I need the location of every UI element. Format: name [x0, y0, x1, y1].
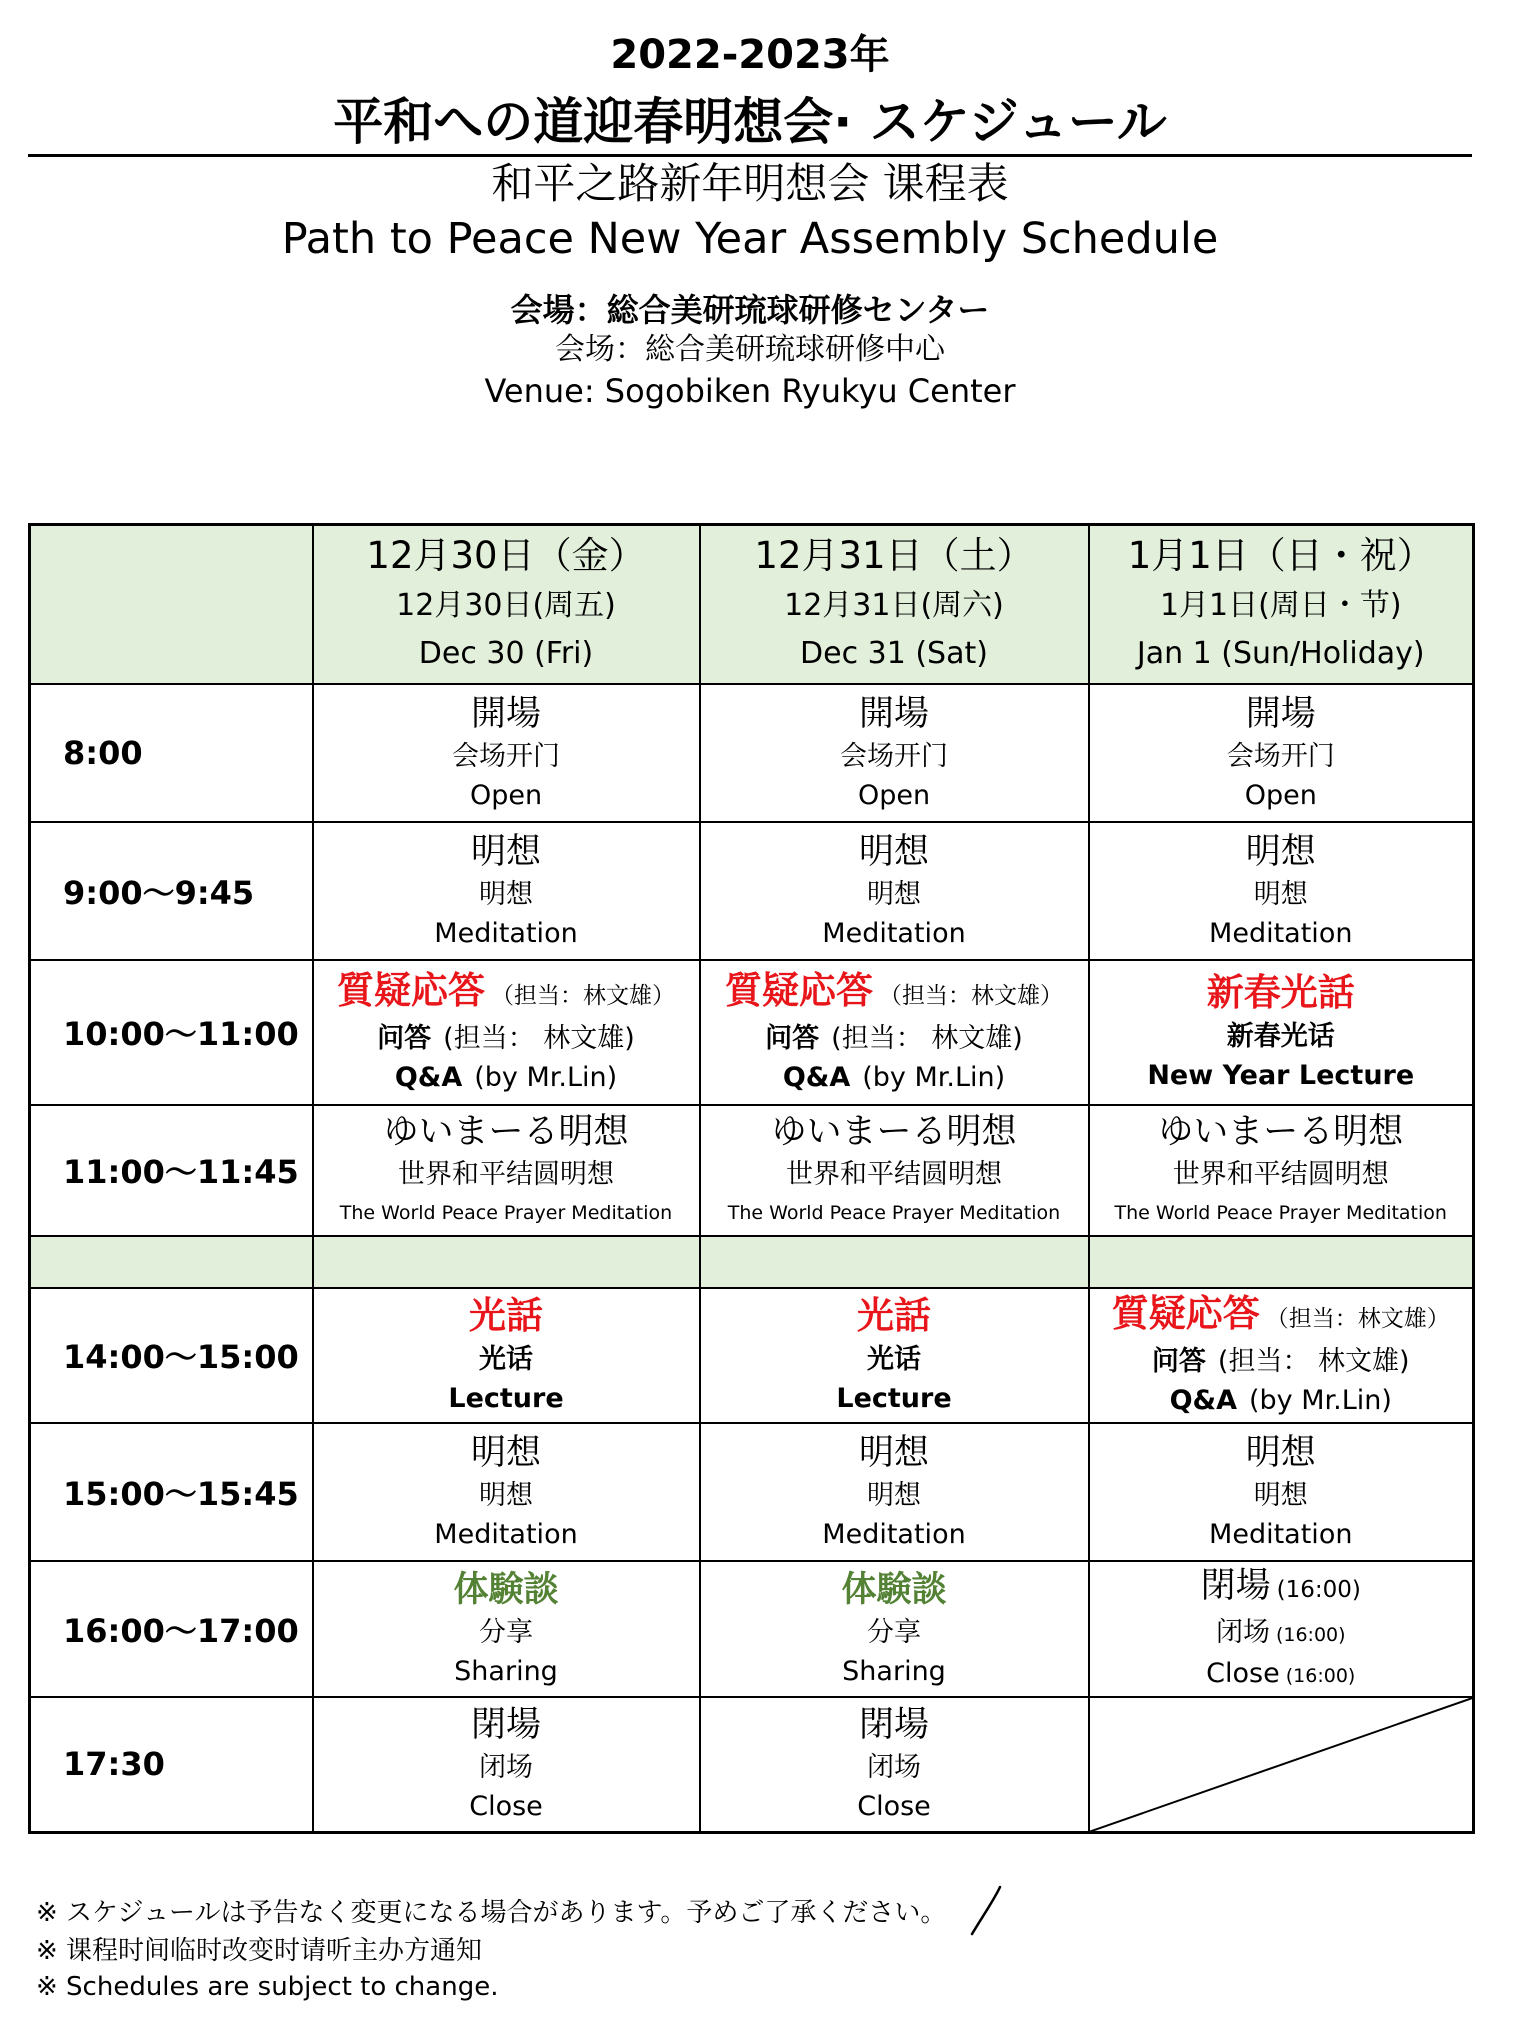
day-header-cell — [700, 525, 1089, 684]
schedule-year-title: 2022-2023年 — [610, 32, 890, 78]
session-cell — [1089, 1288, 1474, 1423]
title-divider-line — [28, 154, 1472, 157]
time-cell: 16:00～17:00 — [30, 1561, 313, 1697]
session-title-ja: 閉場 — [470, 1705, 541, 1746]
day-header-cell — [313, 525, 700, 684]
time-cell: 8:00 — [30, 684, 313, 822]
session-title-ja: 明想 — [858, 831, 929, 872]
session-cell — [313, 960, 700, 1105]
day-label-chinese: 1月1日(周日・节) — [1159, 588, 1402, 624]
time-cell: 15:00～15:45 — [30, 1423, 313, 1561]
session-title-zh: 明想 — [867, 1479, 921, 1511]
session-title-en: Meditation — [434, 1518, 578, 1550]
presenter-note: （担当：林文雄） — [879, 982, 1063, 1009]
footnote-english: ※ Schedules are subject to change. — [36, 1972, 499, 2002]
session-title-en: Lecture — [448, 1382, 564, 1414]
session-cell — [1089, 1105, 1474, 1236]
session-cell — [313, 1697, 700, 1833]
schedule-row — [30, 1105, 1474, 1236]
session-title-zh: 分享 — [479, 1616, 533, 1648]
session-keyword: Q&A — [394, 1061, 463, 1093]
day-label-japanese: 12月30日（金） — [366, 534, 646, 578]
presenter-note: （担当：林文雄） — [491, 982, 675, 1009]
session-cell — [700, 1423, 1089, 1561]
session-title-ja — [1090, 1291, 1473, 1342]
close-label: Close — [1206, 1657, 1280, 1689]
session-title-zh: 明想 — [867, 878, 921, 910]
venue-english: Venue: Sogobiken Ryukyu Center — [484, 372, 1016, 410]
time-cell: 17:30 — [30, 1697, 313, 1833]
session-title-zh: 闭场 — [479, 1752, 533, 1784]
day-label-japanese: 12月31日（土） — [754, 534, 1034, 578]
lecture-highlight: 光話 — [857, 1293, 931, 1337]
venue-chinese: 会场：総合美研琉球研修中心 — [555, 332, 945, 367]
empty-crossed-cell — [1089, 1697, 1474, 1833]
session-cell — [700, 822, 1089, 960]
session-cell — [1089, 1423, 1474, 1561]
session-title-zh — [314, 1019, 699, 1059]
session-title-zh: 会场开门 — [1226, 740, 1335, 772]
session-title-ja — [314, 1293, 699, 1340]
schedule-row — [30, 1288, 1474, 1423]
session-title-zh — [1090, 1613, 1473, 1655]
session-title-ja: ゆいまーる明想 — [383, 1112, 629, 1152]
presenter-note: (担当： 林文雄) — [1217, 1345, 1410, 1377]
qa-title-highlight: 質疑応答 — [337, 968, 485, 1012]
session-keyword: Q&A — [1169, 1384, 1237, 1416]
presenter-note: （担当：林文雄） — [1265, 1305, 1450, 1332]
session-title-zh: 会场开门 — [840, 740, 948, 772]
session-cell — [700, 1288, 1089, 1423]
day-label-chinese: 12月31日(周六) — [784, 588, 1004, 624]
session-title-en — [701, 1059, 1088, 1097]
session-title-ja: 開場 — [1245, 693, 1316, 734]
session-title-en: Meditation — [1209, 917, 1353, 949]
break-row — [30, 1236, 1474, 1288]
footnote-japanese: ※ スケジュールは予告なく変更になる場合があります。予めご了承ください。 — [36, 1898, 947, 1928]
session-title-ja — [314, 968, 699, 1019]
session-cell — [313, 1105, 700, 1236]
schedule-row — [30, 684, 1474, 822]
session-title-en: New Year Lecture — [1147, 1059, 1415, 1091]
session-title-zh: 明想 — [479, 878, 533, 910]
session-title-en: Meditation — [822, 917, 966, 949]
day-label-english: Jan 1 (Sun/Holiday) — [1136, 636, 1425, 672]
session-title-ja: 明想 — [1245, 831, 1316, 872]
session-keyword: 问答 — [377, 1022, 432, 1054]
session-title-ja: 閉場 — [858, 1705, 929, 1746]
session-title-en: The World Peace Prayer Meditation — [1114, 1202, 1447, 1224]
break-cell — [700, 1236, 1089, 1288]
session-title-zh — [1090, 1342, 1473, 1382]
session-cell — [313, 1288, 700, 1423]
break-cell — [30, 1236, 313, 1288]
session-keyword: 问答 — [1151, 1345, 1206, 1377]
close-label: 閉場 — [1200, 1565, 1271, 1606]
schedule-row — [30, 1561, 1474, 1697]
presenter-note: (by Mr.Lin) — [862, 1061, 1006, 1093]
session-title-zh: 明想 — [1253, 878, 1308, 910]
sharing-title-highlight: 体験談 — [453, 1569, 559, 1610]
session-title-en: The World Peace Prayer Meditation — [727, 1202, 1061, 1224]
schedule-row — [30, 960, 1474, 1105]
close-label: 闭场 — [1215, 1616, 1270, 1648]
sharing-title-highlight: 体験談 — [841, 1569, 947, 1610]
session-title-en: Open — [1244, 779, 1317, 811]
session-cell — [700, 1105, 1089, 1236]
session-cell — [313, 1561, 700, 1697]
close-time-note: (16:00) — [1285, 1664, 1356, 1687]
session-title-zh: 会场开门 — [452, 740, 560, 772]
close-time-note: (16:00) — [1275, 1623, 1346, 1646]
schedule-row — [30, 1697, 1474, 1833]
day-label-chinese: 12月30日(周五) — [396, 588, 616, 624]
session-title-en: Open — [469, 779, 543, 811]
session-title-en: Lecture — [836, 1382, 952, 1414]
session-title-en: Close — [857, 1791, 931, 1823]
presenter-note: (担当： 林文雄) — [443, 1022, 635, 1054]
session-title-en: Meditation — [1209, 1518, 1353, 1550]
session-title-ja — [1090, 970, 1473, 1017]
lecture-highlight: 光話 — [469, 1293, 543, 1337]
time-cell: 9:00～9:45 — [30, 822, 313, 960]
session-title-zh: 世界和平结圆明想 — [1172, 1159, 1389, 1190]
session-title-zh: 光话 — [867, 1343, 921, 1375]
session-title-ja: 明想 — [858, 1432, 929, 1473]
session-cell — [313, 822, 700, 960]
session-cell — [700, 1697, 1089, 1833]
session-title-ja: 開場 — [470, 693, 541, 734]
corner-cell — [30, 525, 313, 684]
presenter-note: (by Mr.Lin) — [1248, 1384, 1392, 1416]
day-label-japanese: 1月1日（日・祝） — [1127, 534, 1434, 578]
schedule-row — [30, 1423, 1474, 1561]
qa-title-highlight: 質疑応答 — [1111, 1291, 1260, 1335]
session-title-en — [1090, 1382, 1473, 1420]
day-header-cell — [1089, 525, 1474, 684]
presenter-note: (by Mr.Lin) — [474, 1061, 618, 1093]
session-title-ja: 明想 — [470, 831, 541, 872]
session-title-en: Open — [857, 779, 931, 811]
session-keyword: 问答 — [765, 1022, 820, 1054]
footnote-chinese: ※ 课程时间临时改变时请听主办方通知 — [36, 1936, 483, 1966]
session-title-zh: 世界和平结圆明想 — [786, 1159, 1002, 1190]
session-title-zh: 分享 — [867, 1616, 921, 1648]
session-title-ja: 明想 — [1245, 1432, 1316, 1473]
session-title-ja: ゆいまーる明想 — [1158, 1112, 1404, 1152]
session-title-en — [314, 1059, 699, 1097]
session-title-en — [1090, 1655, 1473, 1695]
session-title-en: Meditation — [434, 917, 578, 949]
close-time-note: (16:00) — [1276, 1576, 1361, 1603]
time-cell: 11:00～11:45 — [30, 1105, 313, 1236]
new-year-lecture-highlight: 新春光話 — [1206, 970, 1355, 1014]
time-cell: 14:00～15:00 — [30, 1288, 313, 1423]
session-title-en: Sharing — [454, 1655, 558, 1687]
presenter-note: (担当： 林文雄) — [831, 1022, 1023, 1054]
day-header-row — [30, 525, 1474, 684]
session-title-en: Sharing — [842, 1655, 946, 1687]
session-cell — [1089, 1561, 1474, 1697]
session-keyword: Q&A — [782, 1061, 851, 1093]
session-cell — [700, 684, 1089, 822]
session-cell — [700, 1561, 1089, 1697]
session-title-zh: 明想 — [1253, 1479, 1308, 1511]
break-cell — [313, 1236, 700, 1288]
session-title-en: The World Peace Prayer Meditation — [339, 1202, 673, 1224]
session-title-zh: 光话 — [479, 1343, 533, 1375]
time-cell: 10:00～11:00 — [30, 960, 313, 1105]
session-cell — [313, 684, 700, 822]
session-title-zh: 世界和平结圆明想 — [398, 1159, 614, 1190]
session-cell — [1089, 822, 1474, 960]
break-cell — [1089, 1236, 1474, 1288]
session-title-zh: 明想 — [479, 1479, 533, 1511]
diagonal-strike-line — [1090, 1698, 1473, 1832]
day-label-english: Dec 30 (Fri) — [418, 636, 594, 672]
session-title-ja — [1090, 1563, 1473, 1613]
session-cell — [313, 1423, 700, 1561]
session-title-ja — [701, 968, 1088, 1019]
venue-japanese: 会場：総合美研琉球研修センター — [510, 291, 990, 329]
schedule-title-chinese: 和平之路新年明想会 课程表 — [491, 159, 1009, 208]
schedule-row — [30, 822, 1474, 960]
schedule-title-japanese: 平和への道迎春明想会· スケジュール — [333, 93, 1167, 151]
session-title-ja: 開場 — [858, 693, 929, 734]
schedule-title-english: Path to Peace New Year Assembly Schedule — [281, 214, 1219, 264]
session-cell — [700, 960, 1089, 1105]
session-title-ja: ゆいまーる明想 — [771, 1112, 1017, 1152]
session-title-zh — [701, 1019, 1088, 1059]
session-cell — [1089, 960, 1474, 1105]
session-title-en: Close — [469, 1791, 543, 1823]
session-title-zh: 新春光话 — [1226, 1020, 1335, 1052]
session-title-zh: 闭场 — [867, 1752, 921, 1784]
session-title-en: Meditation — [822, 1518, 966, 1550]
qa-title-highlight: 質疑応答 — [725, 968, 873, 1012]
schedule-table — [28, 523, 1475, 1834]
session-title-ja — [701, 1293, 1088, 1340]
day-label-english: Dec 31 (Sat) — [800, 636, 988, 672]
handwritten-slash-mark — [966, 1884, 1006, 1938]
session-title-ja: 明想 — [470, 1432, 541, 1473]
session-cell — [1089, 684, 1474, 822]
